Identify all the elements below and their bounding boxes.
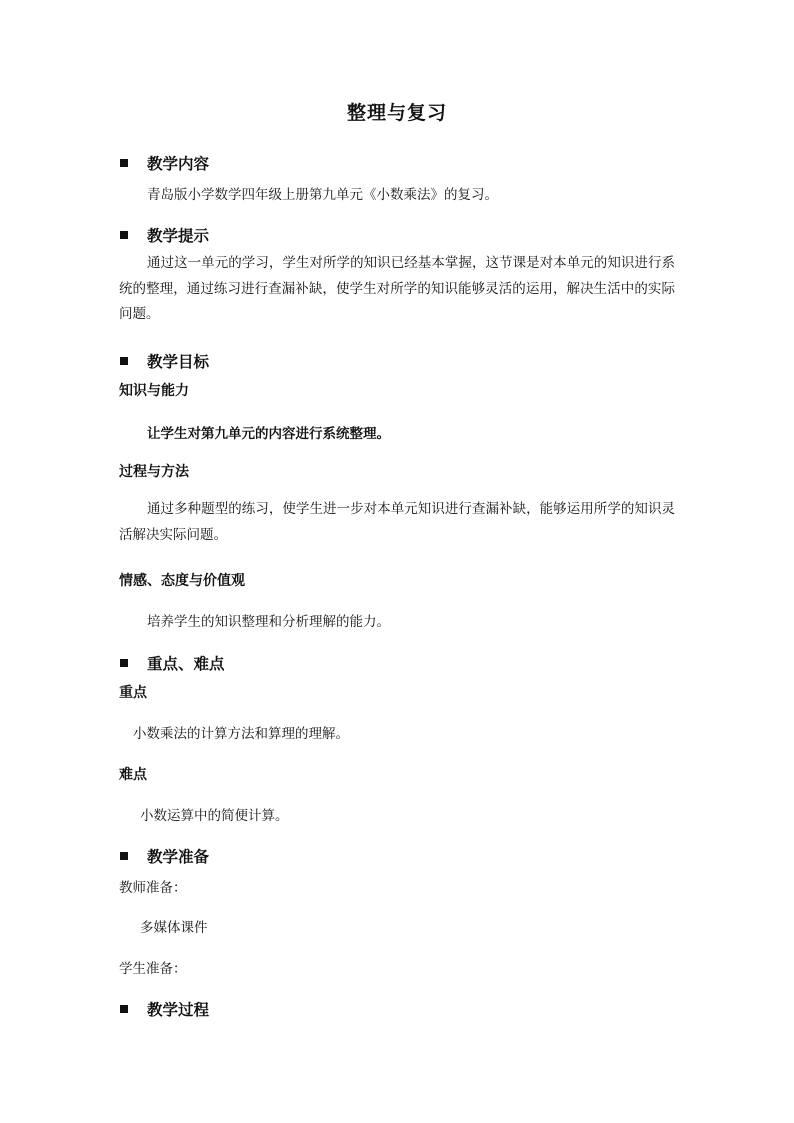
emotion-label: 情感、态度与价值观 (119, 573, 245, 589)
section-heading-goals (120, 350, 209, 372)
process-paragraph: 通过多种题型的练习，使学生进一步对本单元知识进行查漏补缺，能够运用所学的知识灵活解决实际问题。 (119, 501, 675, 543)
section-heading-hint (120, 224, 209, 246)
bullet-square-icon (120, 231, 128, 239)
bullet-square-icon (120, 159, 128, 167)
section-heading-label: 教学内容 (147, 155, 210, 173)
knowledge-label: 知识与能力 (119, 383, 189, 399)
knowledge-text: 让学生对第九单元的内容进行系统整理。 (147, 426, 390, 442)
content-text: 青岛版小学数学四年级上册第九单元《小数乘法》的复习。 (147, 187, 498, 203)
student-prep-label: 学生准备： (119, 961, 187, 977)
hint-paragraph: 通过这一单元的学习，学生对所学的知识已经基本掌握，这节课是对本单元的知识进行系统的整理，通过练习进行查漏补缺，使学生对所学的知识能够灵活的运用，解决生活中的实际问题。 (119, 255, 675, 322)
section-heading-content (120, 152, 209, 174)
section-heading-process (120, 998, 209, 1020)
section-heading-label: 教学目标 (147, 353, 210, 371)
page-title: 整理与复习 (346, 102, 447, 124)
section-heading-keypoints (120, 652, 225, 674)
section-heading-prep (120, 845, 209, 867)
key-text: 小数乘法的计算方法和算理的理解。 (133, 726, 349, 742)
difficult-label: 难点 (119, 767, 147, 783)
section-heading-label: 教学过程 (147, 1001, 210, 1019)
section-heading-label: 教学准备 (147, 848, 210, 866)
bullet-square-icon (120, 659, 128, 667)
teacher-prep-text: 多媒体课件 (140, 920, 208, 936)
emotion-text: 培养学生的知识整理和分析理解的能力。 (147, 614, 390, 630)
bullet-square-icon (120, 357, 128, 365)
teacher-prep-label: 教师准备： (119, 880, 187, 896)
difficult-text: 小数运算中的简便计算。 (140, 808, 289, 824)
bullet-square-icon (120, 1005, 128, 1013)
bullet-square-icon (120, 852, 128, 860)
process-label: 过程与方法 (119, 464, 189, 480)
section-heading-label: 教学提示 (147, 227, 210, 245)
section-heading-label: 重点、难点 (147, 655, 225, 673)
key-label: 重点 (119, 685, 147, 701)
